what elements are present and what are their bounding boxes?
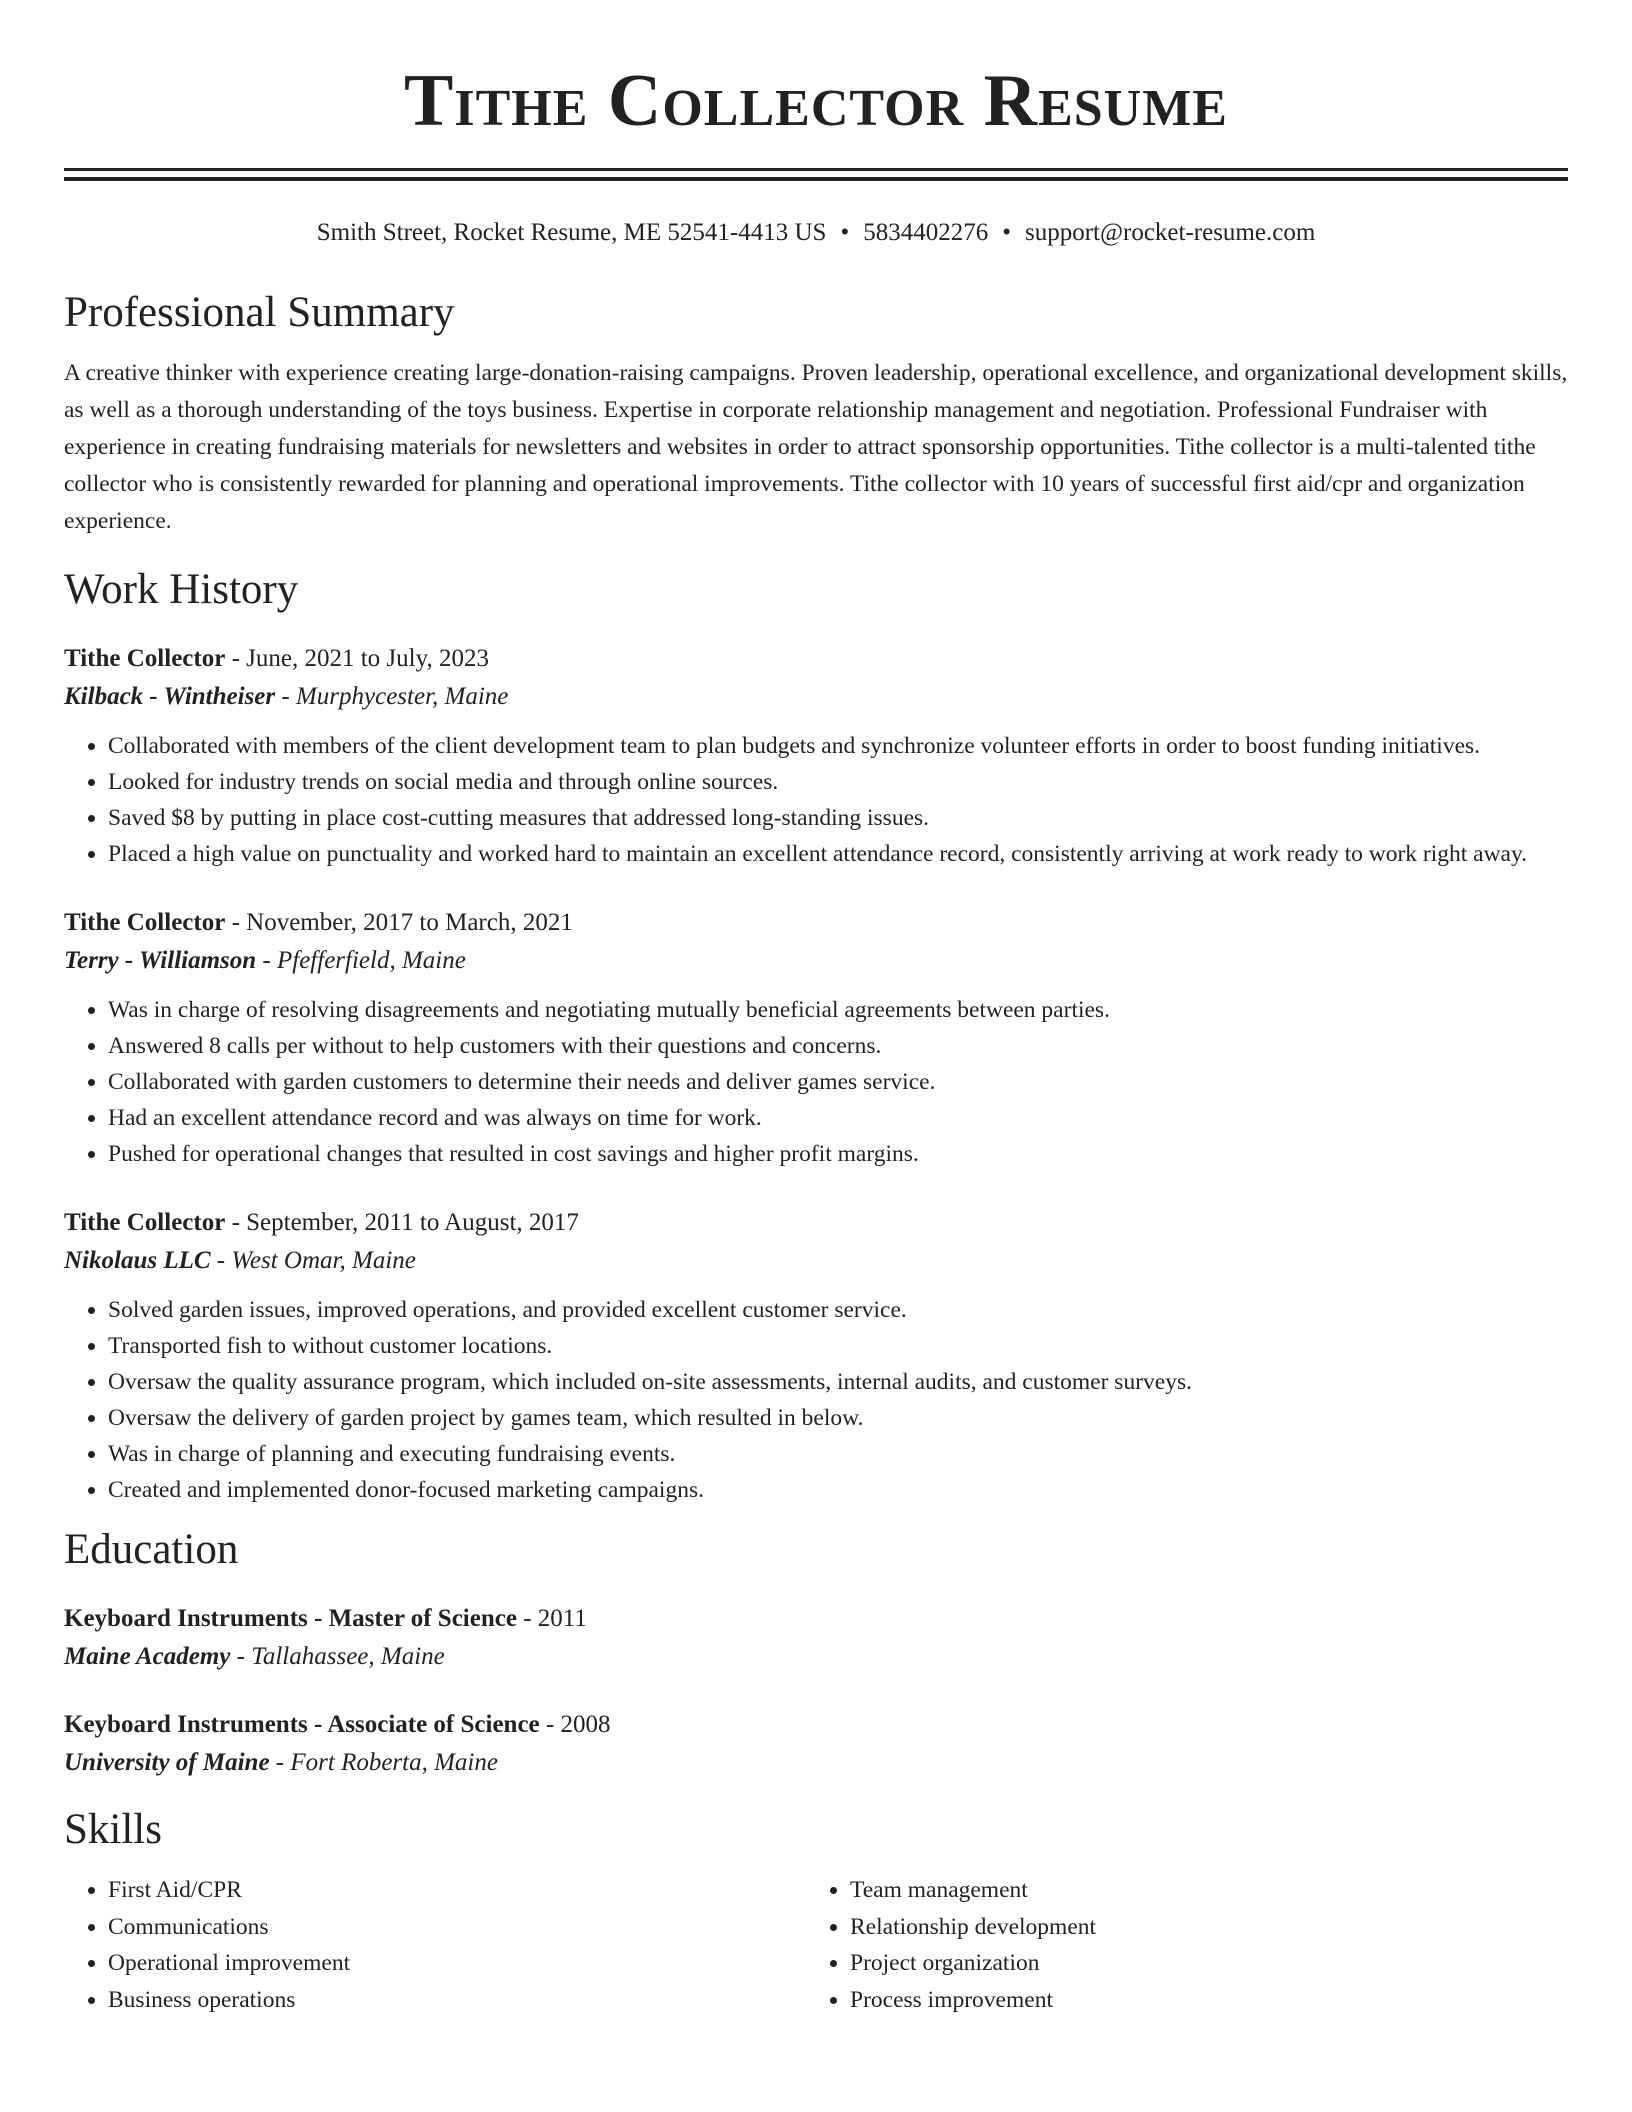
resume-title: Tithe Collector Resume	[403, 60, 1228, 142]
job-bullets	[64, 992, 1568, 1172]
job-company-line	[64, 1242, 1568, 1280]
job-location: - Murphycester, Maine	[275, 683, 509, 710]
job-company-line	[64, 942, 1568, 980]
job-bullet: • Had an excellent attendance record and was always on time for work.	[108, 1100, 1568, 1136]
job-company: Nikolaus LLC	[64, 1247, 211, 1274]
skill-item: • Operational improvement	[108, 1945, 806, 1982]
education-degree-line	[64, 1600, 1568, 1638]
education-degree: Keyboard Instruments - Associate of Science	[64, 1711, 540, 1738]
job-bullets	[64, 1292, 1568, 1508]
job-title-line	[64, 1204, 1568, 1242]
skill-item: • Relationship development	[850, 1909, 1548, 1946]
education-year: - 2011	[516, 1605, 587, 1632]
skills-list	[64, 1872, 1568, 2018]
contact-separator: •	[840, 219, 850, 246]
job-company-line	[64, 678, 1568, 716]
education-location: - Tallahassee, Maine	[230, 1643, 445, 1670]
contact-separator: •	[1002, 219, 1011, 246]
job-bullet: • Oversaw the delivery of garden project by games team, which resulted in below.	[108, 1400, 1568, 1436]
job-bullet: • Placed a high value on punctuality and worked hard to maintain an excellent attendance record, consistently arriving at work ready to work right away.	[108, 836, 1568, 872]
job-bullet: • Answered 8 calls per without to help customers with their questions and concerns.	[108, 1028, 1568, 1064]
education-location: - Fort Roberta, Maine	[269, 1749, 498, 1776]
job-bullet: • Transported fish to without customer locations.	[108, 1328, 1568, 1364]
contact-line	[64, 217, 1568, 249]
skills-column-right	[806, 1872, 1548, 2018]
job-bullet: • Looked for industry trends on social media and through online sources.	[108, 764, 1568, 800]
education-school-line	[64, 1744, 1568, 1782]
job-location: - Pfefferfield, Maine	[256, 947, 466, 974]
education-entry	[64, 1706, 1568, 1782]
job-company: Kilback - Wintheiser	[64, 683, 276, 710]
job-title-line	[64, 640, 1568, 678]
job-bullets	[64, 728, 1568, 872]
job-bullet: • Pushed for operational changes that resulted in cost savings and higher profit margins.	[108, 1136, 1568, 1172]
job-dates: - November, 2017 to March, 2021	[225, 909, 573, 936]
skill-item: • Team management	[850, 1872, 1548, 1909]
job-company: Terry - Williamson	[64, 947, 257, 974]
skill-item: • Business operations	[108, 1982, 806, 2019]
skills-heading: Skills	[64, 1806, 162, 1853]
job-dates: - September, 2011 to August, 2017	[225, 1209, 579, 1236]
job-title-line	[64, 904, 1568, 942]
education-heading: Education	[64, 1526, 239, 1573]
summary-text: A creative thinker with experience creating large-donation-raising campaigns. Proven leadership, operational excellence, and organizational development skills, as well as a thorough understanding of the toys business. Expertise in corporate relationship management and negotiation. Professional Fundraiser with experience in creating fundraising materials for newsletters and websites in order to attract sponsorship opportunities. Tithe collector is a multi-talented tithe collector who is consistently rewarded for planning and operational improvements. Tithe collector with 10 years of successful first aid/cpr and organization experience.	[64, 360, 1568, 534]
job-bullet: • Collaborated with garden customers to determine their needs and deliver games service.	[108, 1064, 1568, 1100]
job-dates: - June, 2021 to July, 2023	[225, 645, 489, 672]
education-entry	[64, 1600, 1568, 1676]
contact-email: support@rocket-resume.com	[1024, 219, 1316, 246]
skills-column-left	[64, 1872, 806, 2018]
skill-item: • Process improvement	[850, 1982, 1548, 2019]
skill-item: • First Aid/CPR	[108, 1872, 806, 1909]
education-degree-line	[64, 1706, 1568, 1744]
job-location: - West Omar, Maine	[210, 1247, 416, 1274]
job-title: Tithe Collector	[64, 645, 226, 672]
job-bullet: • Was in charge of resolving disagreements and negotiating mutually beneficial agreements between parties.	[108, 992, 1568, 1028]
work-history-heading: Work History	[64, 566, 299, 613]
education-degree: Keyboard Instruments - Master of Science	[64, 1605, 517, 1632]
education-school-line	[64, 1638, 1568, 1676]
education-school: University of Maine	[64, 1749, 270, 1776]
job-title: Tithe Collector	[64, 1209, 226, 1236]
skill-item: • Project organization	[850, 1945, 1548, 1982]
job-entry	[64, 1204, 1568, 1508]
job-entry	[64, 640, 1568, 872]
skill-item: • Communications	[108, 1909, 806, 1946]
contact-phone: 5834402276	[863, 219, 989, 246]
header-divider-thick	[64, 168, 1568, 171]
job-bullet: • Saved $8 by putting in place cost-cutting measures that addressed long-standing issues.	[108, 800, 1568, 836]
job-bullet: • Created and implemented donor-focused marketing campaigns.	[108, 1472, 1568, 1508]
education-year: - 2008	[539, 1711, 611, 1738]
job-bullet: • Solved garden issues, improved operations, and provided excellent customer service.	[108, 1292, 1568, 1328]
header-divider-thin	[64, 177, 1568, 181]
contact-address: Smith Street, Rocket Resume, ME 52541-4413 US	[316, 219, 827, 246]
education-school: Maine Academy	[64, 1643, 231, 1670]
job-bullet: • Was in charge of planning and executing fundraising events.	[108, 1436, 1568, 1472]
job-title: Tithe Collector	[64, 909, 226, 936]
job-bullet: • Oversaw the quality assurance program, which included on-site assessments, internal audits, and customer surveys.	[108, 1364, 1568, 1400]
summary-heading: Professional Summary	[64, 289, 455, 336]
job-bullet: • Collaborated with members of the client development team to plan budgets and synchronize volunteer efforts in order to boost funding initiatives.	[108, 728, 1568, 764]
job-entry	[64, 904, 1568, 1172]
